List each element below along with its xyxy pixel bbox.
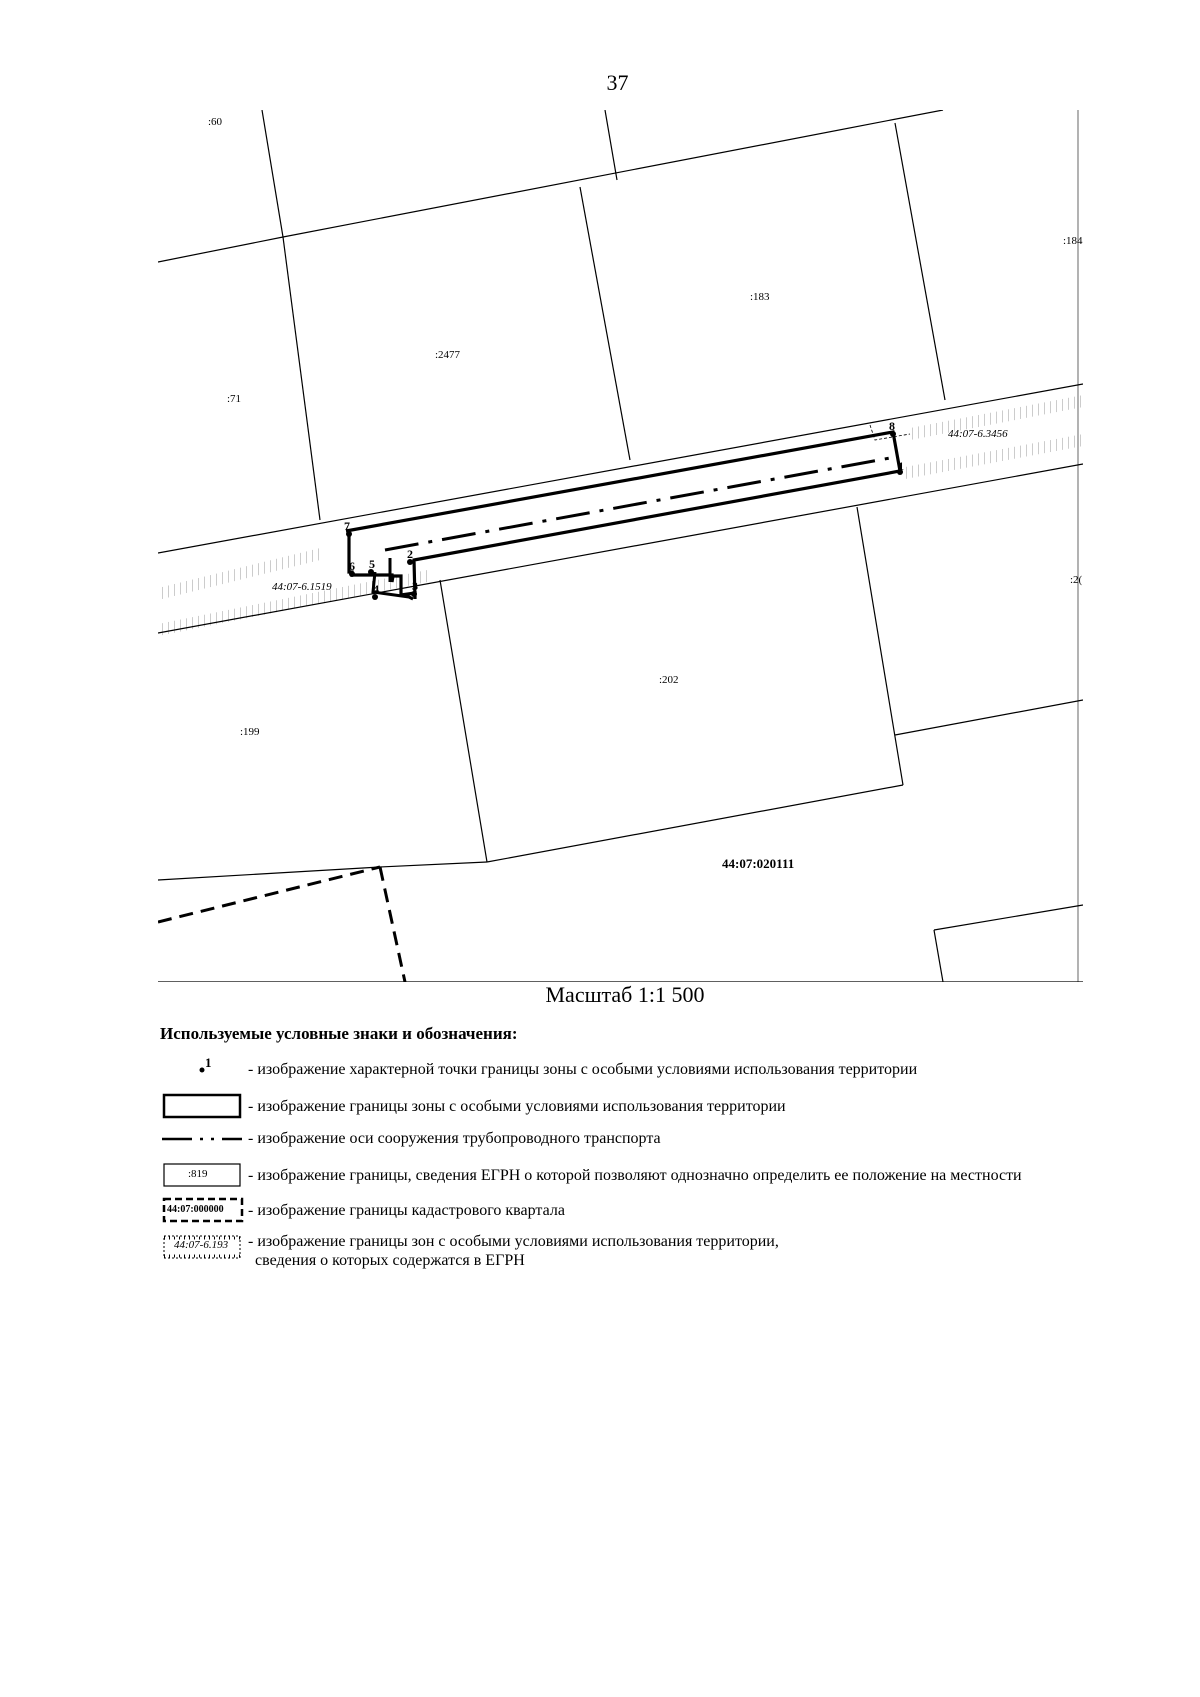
legend-text-point: - изображение характерной точки границы зоны с особыми условиями использования территории: [248, 1061, 918, 1078]
egrn-boundary-symbol-label: :819: [188, 1168, 208, 1180]
legend-title: Используемые условные знаки и обозначения:: [160, 1024, 518, 1043]
egrn-zone-symbol-label: 44:07-6.193: [174, 1239, 229, 1251]
point-label-4: 4: [373, 582, 379, 596]
point-label-6: 6: [349, 559, 355, 573]
legend-item-egrn-zone: [160, 1232, 1120, 1282]
cadastral-quarter-boundary: [158, 867, 405, 982]
parcel-label-183: :183: [750, 291, 770, 303]
legend-text-egrn-zone-line2: сведения о которых содержатся в ЕГРН: [255, 1252, 525, 1269]
parcel-label-2x: :2(: [1070, 574, 1083, 586]
legend-item-cadastral-quarter: [160, 1195, 1120, 1231]
parcel-label-71: :71: [227, 393, 242, 405]
page-number: 37: [606, 70, 629, 95]
point-symbol-icon: [160, 1058, 246, 1092]
point-symbol-label: 1: [205, 1055, 212, 1070]
parcel-label-60: :60: [208, 116, 223, 128]
legend-text-egrn-zone: - изображение границы зон с особыми условиями использования территории,: [248, 1233, 779, 1250]
legend-item-pipeline-axis: [160, 1125, 1120, 1161]
cadastral-quarter-symbol-label: 44:07:000000: [167, 1204, 224, 1215]
parcel-label-202: :202: [659, 674, 679, 686]
zone-label-1519: 44:07-6.1519: [272, 581, 332, 593]
legend-text-cadastral-quarter: - изображение границы кадастрового квартала: [248, 1202, 565, 1219]
legend-text-egrn-boundary: - изображение границы, сведения ЕГРН о которой позволяют однозначно определить ее положение на местности: [248, 1167, 1022, 1184]
map-scale: Масштаб 1:1 500: [545, 982, 705, 1007]
parcel-label-199: :199: [240, 726, 260, 738]
point-label-3: 3: [412, 579, 418, 593]
point-label-8: 8: [889, 419, 895, 433]
legend-item-zone-boundary: [160, 1092, 1120, 1128]
legend-text-zone-boundary: - изображение границы зоны с особыми условиями использования территории: [248, 1098, 786, 1115]
point-label-1: 1: [898, 459, 904, 473]
point-label-5: 5: [369, 557, 375, 571]
pipeline-axis: [385, 458, 890, 550]
parcel-boundaries: [158, 110, 1083, 982]
legend-item-point: [160, 1055, 1120, 1094]
parcel-label-184: :184: [1063, 235, 1083, 247]
point-label-2: 2: [407, 547, 413, 561]
cadastral-quarter-label: 44:07:020111: [722, 856, 795, 871]
point-label-7: 7: [344, 519, 350, 533]
legend-text-pipeline-axis: - изображение оси сооружения трубопроводного транспорта: [248, 1130, 661, 1147]
zone-boundary-symbol-icon: [160, 1092, 246, 1126]
pipeline-axis-symbol-icon: [160, 1125, 246, 1159]
legend-item-egrn-boundary: [160, 1160, 1120, 1196]
parcel-label-2477: :2477: [435, 349, 461, 361]
zone-label-3456: 44:07-6.3456: [948, 428, 1008, 440]
